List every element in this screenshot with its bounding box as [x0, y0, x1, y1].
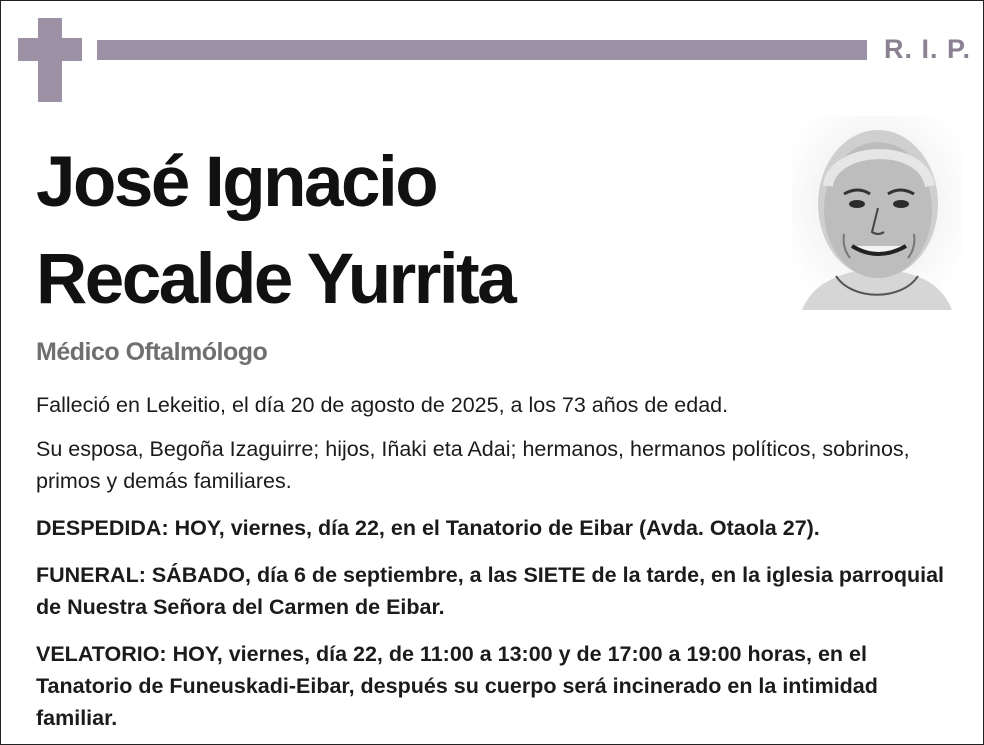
- header-rule: [97, 40, 867, 60]
- rip-label: R. I. P.: [884, 34, 972, 64]
- death-statement: Falleció en Lekeitio, el día 20 de agosto de 2025, a los 73 años de edad.: [36, 393, 729, 417]
- family-statement: Su esposa, Begoña Izaguirre; hijos, Iñaki eta Adai; hermanos, hermanos políticos, sobrinos, primos y demás familiares.: [36, 437, 910, 493]
- farewell-details: DESPEDIDA: HOY, viernes, día 22, en el Tanatorio de Eibar (Avda. Otaola 27).: [36, 516, 820, 540]
- deceased-name: [36, 134, 514, 328]
- name-line-1: José Ignacio: [36, 143, 437, 222]
- funeral-details: FUNERAL: SÁBADO, día 6 de septiembre, a las SIETE de la tarde, en la iglesia parroquial de Nuestra Señora del Carmen de Eibar.: [36, 563, 945, 619]
- wake-details: VELATORIO: HOY, viernes, día 22, de 11:00 a 13:00 y de 17:00 a 19:00 horas, en el Tanatorio de Funeuskadi-Eibar, después su cuerpo será incinerado en la intimidad familiar.: [36, 642, 878, 730]
- name-line-2: Recalde Yurrita: [36, 240, 515, 319]
- portrait-photo: [792, 116, 962, 310]
- deceased-profession: Médico Oftalmólogo: [36, 338, 268, 366]
- cross-icon-horizontal: [18, 38, 82, 61]
